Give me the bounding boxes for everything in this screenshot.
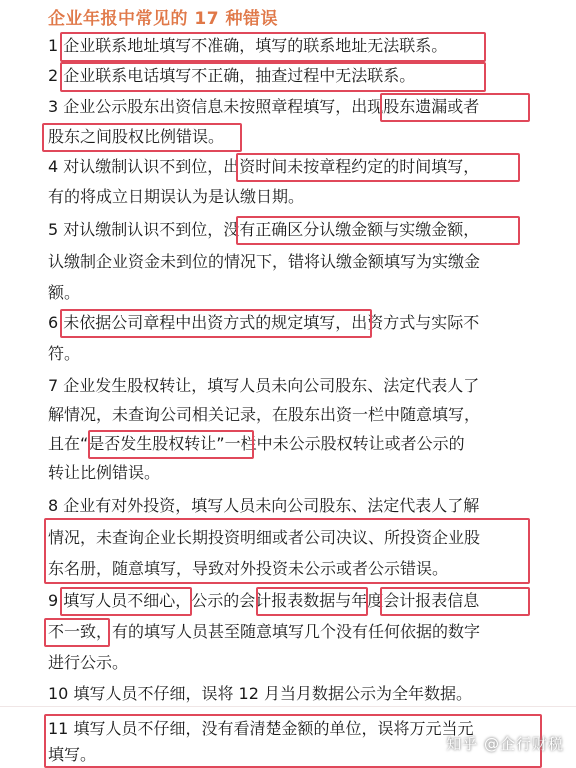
error-item-7-line-1: 7 企业发生股权转让，填写人员未向公司股东、法定代表人了 xyxy=(48,376,480,395)
error-item-9-line-2: 不一致，有的填写人员甚至随意填写几个没有任何依据的数字 xyxy=(48,622,481,641)
error-item-4-line-2: 有的将成立日期误认为是认缴日期。 xyxy=(48,187,305,206)
error-item-8-line-1: 8 企业有对外投资，填写人员未向公司股东、法定代表人了解 xyxy=(48,496,480,515)
error-item-9-line-3: 进行公示。 xyxy=(48,653,129,672)
error-item-8-line-3: 东名册，随意填写，导致对外投资未公示或者公示错误。 xyxy=(48,559,449,578)
error-item-10-line-1: 10 填写人员不仔细，误将 12 月当月数据公示为全年数据。 xyxy=(48,684,472,703)
error-item-5-line-2: 认缴制企业资金未到位的情况下，错将认缴金额填写为实缴金 xyxy=(48,252,481,271)
error-item-7-line-2: 解情况，未查询公司相关记录，在股东出资一栏中随意填写， xyxy=(48,405,481,424)
error-item-3-line-1: 3 企业公示股东出资信息未按照章程填写，出现股东遗漏或者 xyxy=(48,97,480,116)
error-item-9-line-1: 9 填写人员不细心，公示的会计报表数据与年度会计报表信息 xyxy=(48,591,480,610)
error-item-6-line-2: 符。 xyxy=(48,344,81,363)
error-item-3-line-2: 股东之间股权比例错误。 xyxy=(48,127,225,146)
error-item-11-line-2: 填写。 xyxy=(48,745,97,764)
error-item-7-line-4: 转让比例错误。 xyxy=(48,463,161,482)
error-item-5-line-1: 5 对认缴制认识不到位，没有正确区分认缴金额与实缴金额， xyxy=(48,220,480,239)
error-item-7-line-3: 且在“是否发生股权转让”一栏中未公示股权转让或者公示的 xyxy=(48,434,465,453)
error-item-1-line-1: 1 企业联系地址填写不准确，填写的联系地址无法联系。 xyxy=(48,36,448,55)
error-item-8-line-2: 情况，未查询企业长期投资明细或者公司决议、所投资企业股 xyxy=(48,528,481,547)
error-item-11-line-1: 11 填写人员不仔细，没有看清楚金额的单位，误将万元当元 xyxy=(48,719,474,738)
watermark: 知乎 @企行财税 xyxy=(446,735,564,753)
divider xyxy=(0,706,576,707)
error-item-2-line-1: 2 企业联系电话填写不正确，抽查过程中无法联系。 xyxy=(48,66,416,85)
error-item-5-line-3: 额。 xyxy=(48,283,81,302)
page-title: 企业年报中常见的 17 种错误 xyxy=(48,9,278,29)
error-item-6-line-1: 6 未依据公司章程中出资方式的规定填写，出资方式与实际不 xyxy=(48,313,480,332)
error-item-4-line-1: 4 对认缴制认识不到位，出资时间未按章程约定的时间填写， xyxy=(48,157,480,176)
